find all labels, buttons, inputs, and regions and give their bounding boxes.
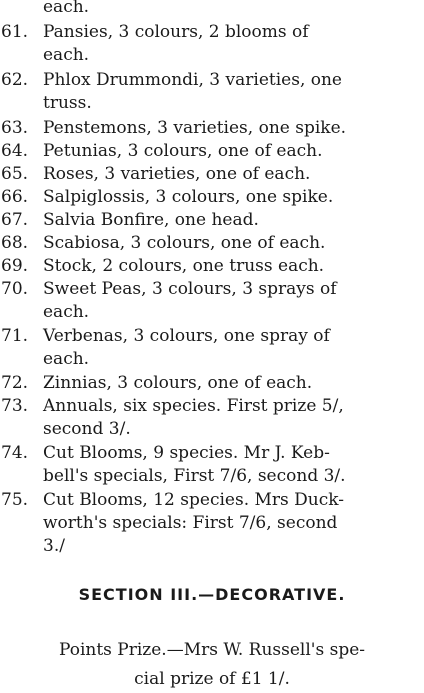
entry-number: 61. [1, 22, 29, 42]
entry-text: Annuals, six species. First prize 5/, [43, 396, 344, 416]
points-prize-line-2: cial prize of £1 1/. [134, 669, 290, 689]
entry-text: Verbenas, 3 colours, one spray of [43, 326, 330, 346]
entry-text: Stock, 2 colours, one truss each. [43, 256, 325, 276]
entry-62-cont: truss. [43, 93, 92, 113]
entry-text: Zinnias, 3 colours, one of each. [43, 373, 313, 393]
entry-text: Petunias, 3 colours, one of each. [43, 141, 323, 161]
entry-number: 74. [1, 443, 29, 463]
entry-71-cont: each. [43, 349, 90, 369]
entry-number: 63. [1, 118, 29, 138]
entry-73-cont: second 3/. [43, 419, 131, 439]
entry-number: 64. [1, 141, 29, 161]
carryover-line: each. [43, 0, 90, 17]
entry-number: 65. [1, 164, 29, 184]
entry-text: Penstemons, 3 varieties, one spike. [43, 118, 347, 138]
entry-number: 75. [1, 490, 29, 510]
section-heading: SECTION III.—DECORATIVE. [78, 585, 346, 604]
entry-text: Salvia Bonfire, one head. [43, 210, 259, 230]
entry-text: Pansies, 3 colours, 2 blooms of [43, 22, 309, 42]
entry-number: 67. [1, 210, 29, 230]
entry-number: 73. [1, 396, 29, 416]
entry-75-cont: worth's specials: First 7/6, second [43, 513, 338, 533]
entry-text: Phlox Drummondi, 3 varieties, one [43, 70, 342, 90]
entry-text: Roses, 3 varieties, one of each. [43, 164, 311, 184]
entry-number: 66. [1, 187, 29, 207]
entry-number: 69. [1, 256, 29, 276]
entry-75-cont: 3./ [43, 536, 65, 556]
entry-text: Scabiosa, 3 colours, one of each. [43, 233, 326, 253]
entry-70-cont: each. [43, 302, 90, 322]
entry-text: Cut Blooms, 9 species. Mr J. Keb- [43, 443, 330, 463]
entry-74-cont: bell's specials, First 7/6, second 3/. [43, 466, 346, 486]
points-prize-line-1: Points Prize.—Mrs W. Russell's spe- [58, 640, 366, 660]
entry-number: 70. [1, 279, 29, 299]
entry-number: 72. [1, 373, 29, 393]
entry-text: Salpiglossis, 3 colours, one spike. [43, 187, 334, 207]
entry-number: 62. [1, 70, 29, 90]
entry-text: Sweet Peas, 3 colours, 3 sprays of [43, 279, 337, 299]
entry-61-cont: each. [43, 45, 90, 65]
entry-text: Cut Blooms, 12 species. Mrs Duck- [43, 490, 345, 510]
entry-number: 68. [1, 233, 29, 253]
entry-number: 71. [1, 326, 29, 346]
